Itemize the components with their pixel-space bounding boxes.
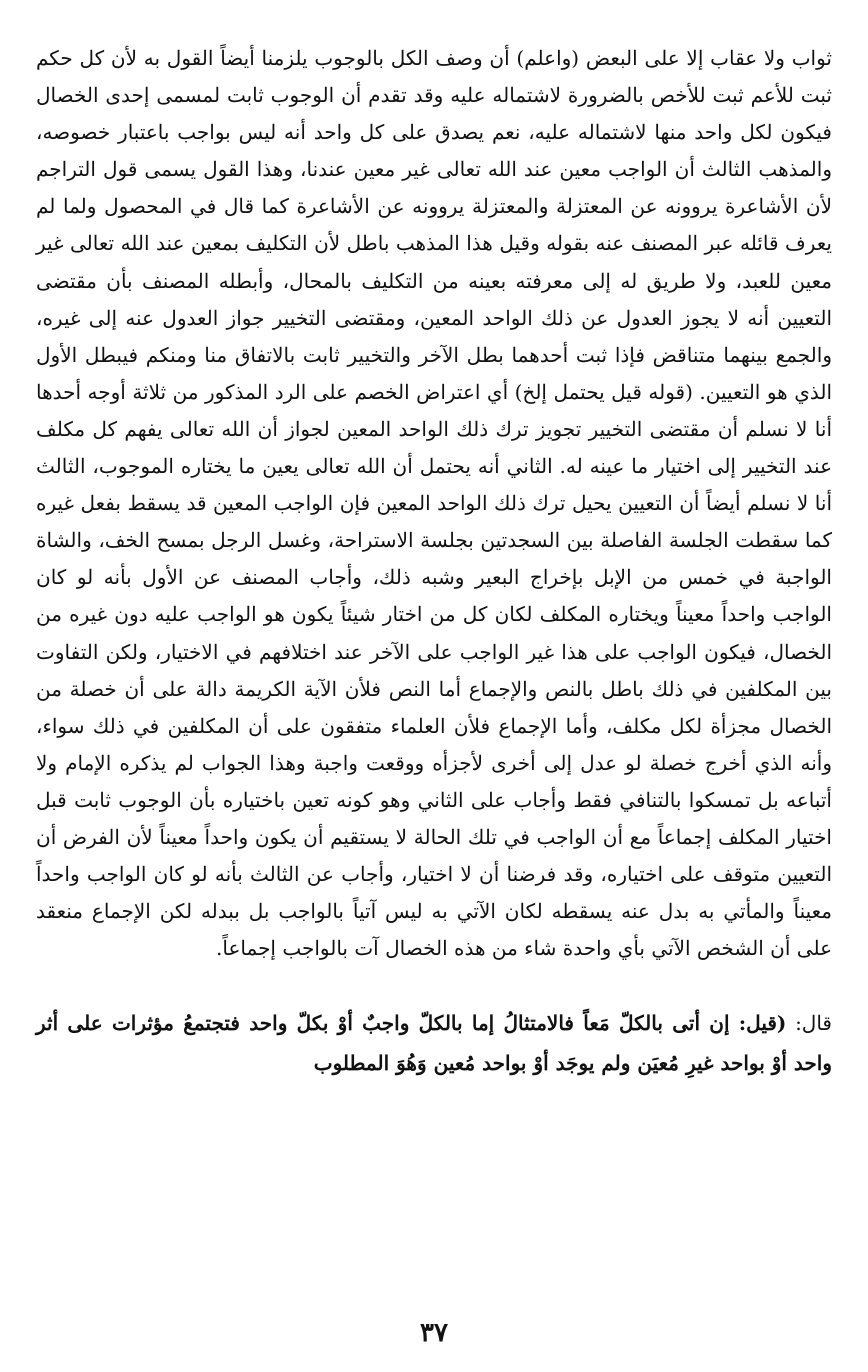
matn-intro: قال: xyxy=(786,1011,832,1036)
matn-text: (قيل: إن أتى بالكلّ مَعاً فالامتثالُ إما بالكلّ واجبٌ أوْ بكلّ واحد فتجتمعُ مؤثرات على أثر واحد أوْ بواحد غيرِ مُعيَن ولم يوجَد أوْ بواحد مُعين وَهُوَ المطلوب xyxy=(36,1011,832,1076)
page-body xyxy=(36,40,832,1083)
page-number: ٣٧ xyxy=(420,1318,448,1348)
matn-quote xyxy=(36,1003,832,1083)
commentary-text: ثواب ولا عقاب إلا على البعض (واعلم) أن وصف الكل بالوجوب يلزمنا أيضاً القول به لأن كل حكم ثبت للأعم ثبت للأخص بالضرورة لاشتماله عليه وقد تقدم أن الوجوب ثابت لمسمى إحدى الخصال فيكون لكل واحد منها لاشتماله عليه، نعم يصدق على كل واحد أنه ليس بواجب باعتبار خصوصه، والمذهب الثالث أن الواجب معين عند الله تعالى غير معين عندنا، وهذا القول يسمى قول التراجم لأن الأشاعرة يروونه عن المعتزلة والمعتزلة يروونه عن الأشاعرة كما قال في المحصول ولما لم يعرف قائله عبر المصنف عنه بقوله وقيل هذا المذهب باطل لأن التكليف بمعين عند الله تعالى غير معين للعبد، ولا طريق له إلى معرفته بعينه من التكليف بالمحال، وأبطله المصنف بأن مقتضى التعيين أنه لا يجوز العدول عن ذلك الواحد المعين، ومقتضى التخيير جواز العدول عنه إلى غيره، والجمع بينهما متناقض فإذا ثبت أحدهما بطل الآخر والتخيير ثابت بالاتفاق منا ومنكم فيبطل الأول الذي هو التعيين. (قوله قيل يحتمل إلخ) أي اعتراض الخصم على الرد المذكور من ثلاثة أوجه أحدها أنا لا نسلم أن مقتضى التخيير تجويز ترك ذلك الواحد المعين لجواز أن الله تعالى يفهم كل مكلف عند التخيير إلى اختيار ما عينه له. الثاني أنه يحتمل أن الله تعالى يعين ما يختاره الموجوب، الثالث أنا لا نسلم أيضاً أن التعيين يحيل ترك ذلك الواحد المعين فإن الواجب المعين قد يسقط بفعل غيره كما سقطت الجلسة الفاصلة بين السجدتين بجلسة الاستراحة، وغسل الرجل بمسح الخف، والشاة الواجبة في خمس من الإبل بإخراج البعير وشبه ذلك، وأجاب المصنف عن الأول بأنه لو كان الواجب واحداً معيناً ويختاره المكلف لكان كل من اختار شيئاً يكون هو الواجب عليه دون غيره من الخصال، فيكون الواجب على هذا غير الواجب على الآخر عند اختلافهم في الاختيار، ولكن التفاوت بين المكلفين في ذلك باطل بالنص والإجماع أما النص فلأن الآية الكريمة دالة على أن خصلة من الخصال مجزأة لكل مكلف، وأما الإجماع فلأن العلماء متفقون على أن المكلفين في ذلك سواء، وأنه الذي أخرج خصلة لو عدل إلى أخرى لأجزأه ووقعت واجبة وهذا الجواب لم يذكره الإمام ولا أتباعه بل تمسكوا بالتنافي فقط وأجاب على الثاني وهو كونه تعين باختياره بأن الوجوب ثابت قبل اختيار المكلف إجماعاً مع أن الواجب في تلك الحالة لا يستقيم أن يكون واحداً معيناً لأن الفرض أن التعيين متوقف على اختياره، وقد فرضنا أن لا اختيار، وأجاب عن الثالث بأنه لو كان الواجب واحداً معيناً والمأتي به بدل عنه يسقطه لكان الآتي به ليس آتياً بالواجب بل ببدله لكن الإجماع منعقد على أن الشخص الآتي بأي واحدة شاء من هذه الخصال آت بالواجب إجماعاً. xyxy=(36,46,832,961)
